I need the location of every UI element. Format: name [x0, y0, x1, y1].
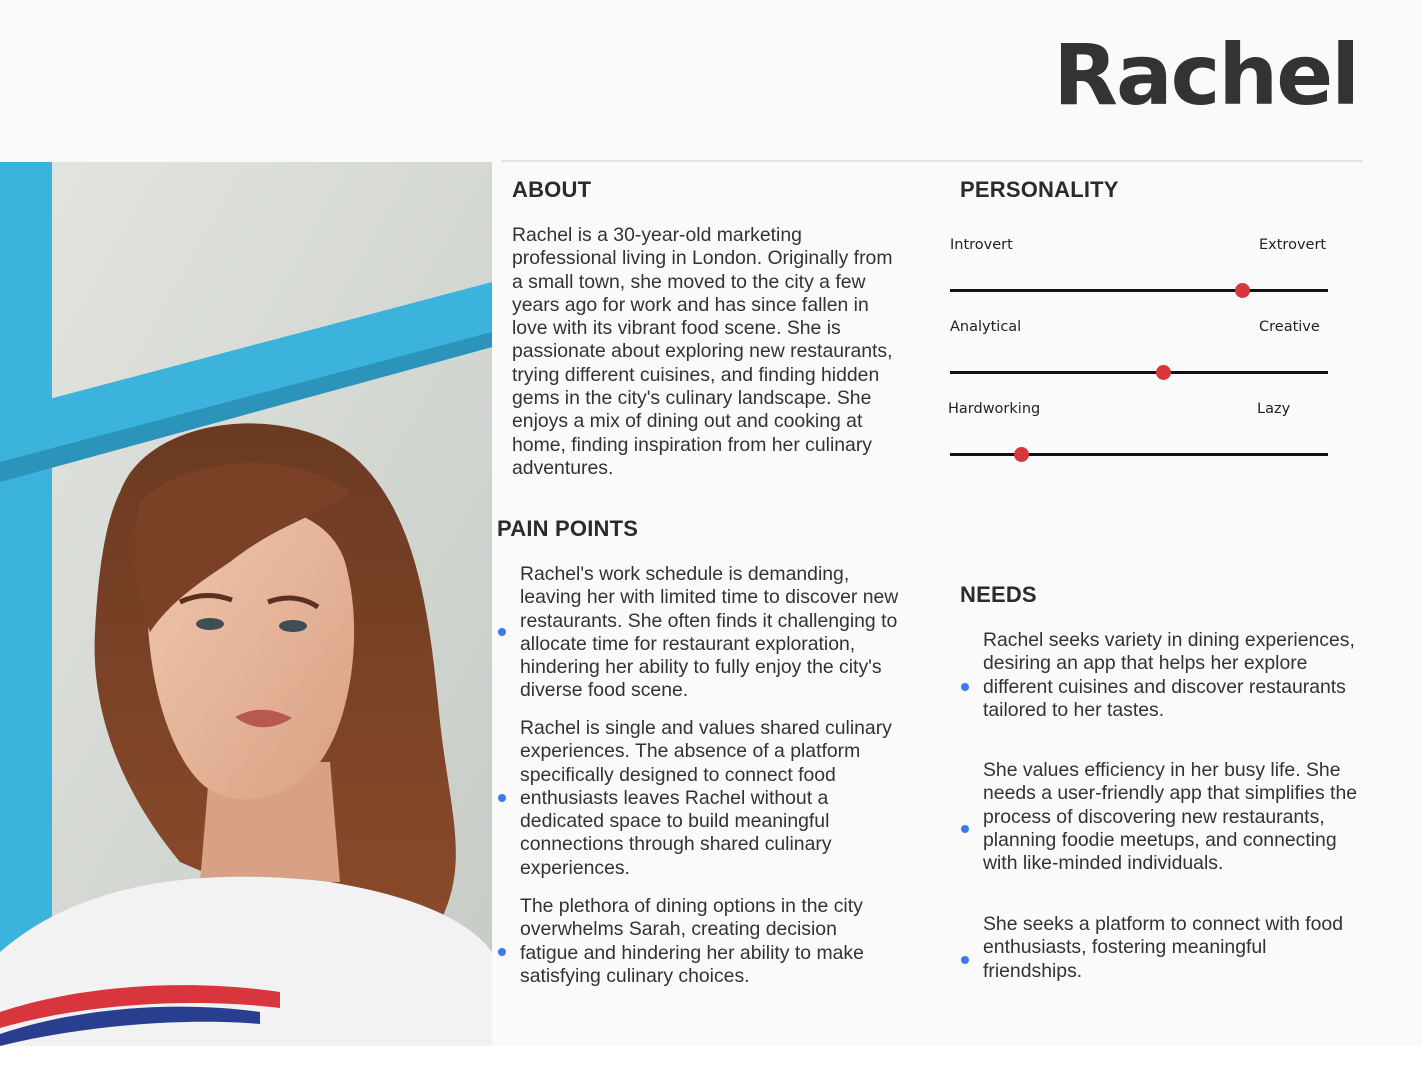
trait-hardworking-label: Hardworking: [948, 401, 1041, 417]
introvert-extrovert-slider: [950, 289, 1328, 292]
hardworking-lazy-slider: [950, 453, 1328, 456]
personality-title: PERSONALITY: [960, 177, 1119, 202]
need-item: Rachel seeks variety in dining experiences, desiring an app that helps her explore different cuisines and discover restaurants tailored to her tastes.: [983, 629, 1355, 721]
slider-knob: [1235, 283, 1250, 298]
pain-point-item: The plethora of dining options in the city overwhelms Sarah, creating decision fatigue and hindering her ability to make satisfying culinary choices.: [520, 895, 864, 987]
bullet-icon: [961, 825, 969, 833]
need-item: She seeks a platform to connect with food enthusiasts, fostering meaningful friendships.: [983, 913, 1344, 982]
trait-lazy-label: Lazy: [1257, 401, 1291, 417]
pain-point-item: Rachel is single and values shared culinary experiences. The absence of a platform specifically designed to connect food enthusiasts leaves Rachel without a dedicated space to build meaningful connections through shared culinary experiences.: [520, 717, 892, 879]
pain-point-item: Rachel's work schedule is demanding, leaving her with limited time to discover new restaurants. She often finds it challenging to allocate time for restaurant exploration, hindering her ability to fully enjoy the city's diverse food scene.: [520, 563, 899, 702]
slider-knob: [1156, 365, 1171, 380]
trait-creative-label: Creative: [1259, 319, 1320, 335]
needs-title: NEEDS: [960, 582, 1037, 607]
about-title: ABOUT: [512, 177, 592, 202]
pain-points-title: PAIN POINTS: [497, 516, 639, 541]
portrait-photo: [0, 162, 492, 1046]
persona-name: Rachel: [1053, 26, 1358, 124]
bullet-icon: [498, 948, 506, 956]
bullet-icon: [498, 628, 506, 636]
about-text: Rachel is a 30-year-old marketing professional living in London. Originally from a small town, she moved to the city a few years ago for work and has since fallen in love with its vibrant food scene. She is passionate about exploring new restaurants, trying different cuisines, and finding hidden gems in the city's culinary landscape. She enjoys a mix of dining out and cooking at home, finding inspiration from her culinary adventures.: [512, 224, 893, 479]
bullet-icon: [961, 956, 969, 964]
portrait-photo-icon: [0, 162, 492, 1046]
trait-analytical-label: Analytical: [950, 319, 1022, 335]
need-item: She values efficiency in her busy life. She needs a user-friendly app that simplifies the process of discovering new restaurants, planning foodie meetups, and connecting with like-minded individuals.: [983, 759, 1358, 875]
bullet-icon: [498, 794, 506, 802]
trait-introvert-label: Introvert: [950, 237, 1013, 253]
trait-extrovert-label: Extrovert: [1259, 237, 1327, 253]
header-divider: [501, 160, 1363, 162]
slider-knob: [1014, 447, 1029, 462]
analytical-creative-slider: [950, 371, 1328, 374]
bullet-icon: [961, 683, 969, 691]
